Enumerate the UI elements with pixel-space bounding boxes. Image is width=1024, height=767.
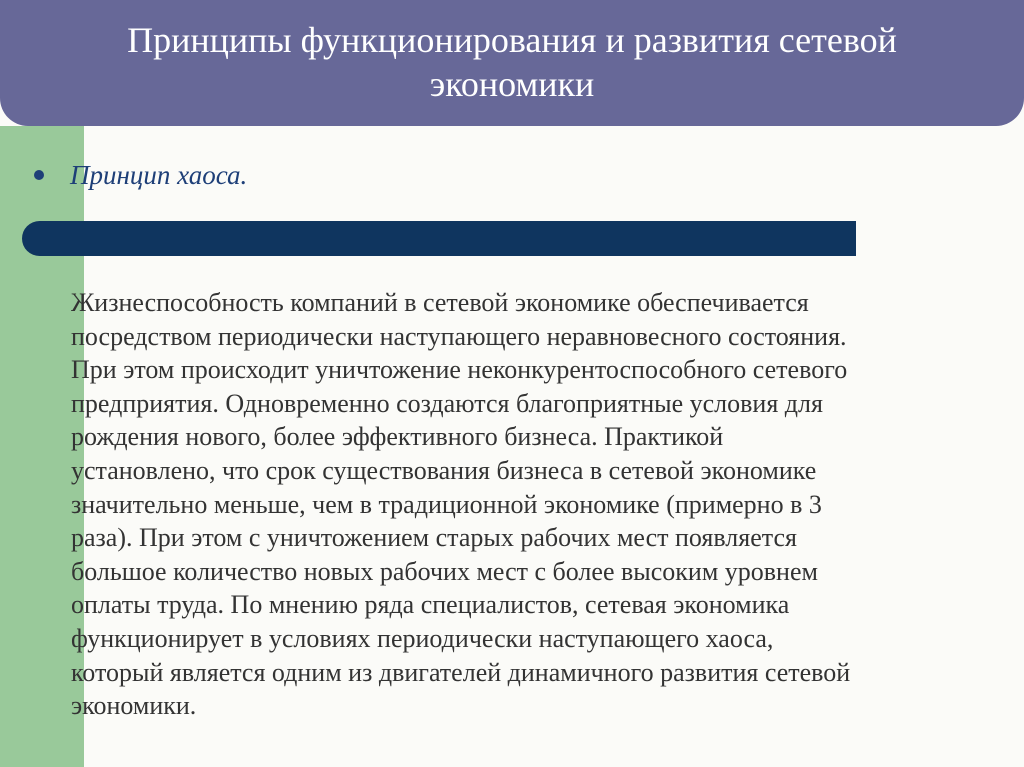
bullet-heading: Принцип хаоса. <box>70 160 248 190</box>
slide-title: Принципы функционирования и развития сетевой экономики <box>127 20 897 104</box>
title-bar <box>0 0 1024 126</box>
accent-bar <box>22 221 856 256</box>
bullet-icon <box>34 170 44 180</box>
body-paragraph: Жизнеспособность компаний в сетевой экономике обеспечивается посредством периодически наступающего неравновесного состояния. При этом происходит уничтожение неконкурентоспособного сетевого предприятия. Одновременно создаются благоприятные условия для рождения нового, более эффективного бизнеса. Практикой установлено, что срок существования бизнеса в сетевой экономике значительно меньше, чем в традиционной экономике (примерно в 3 раза). При этом с уничтожением старых рабочих мест появляется большое количество новых рабочих мест с более высоким уровнем оплаты труда. По мнению ряда специалистов, сетевая экономика функционирует в условиях периодически наступающего хаоса, который является одним из двигателей динамичного развития сетевой экономики. <box>71 288 851 721</box>
